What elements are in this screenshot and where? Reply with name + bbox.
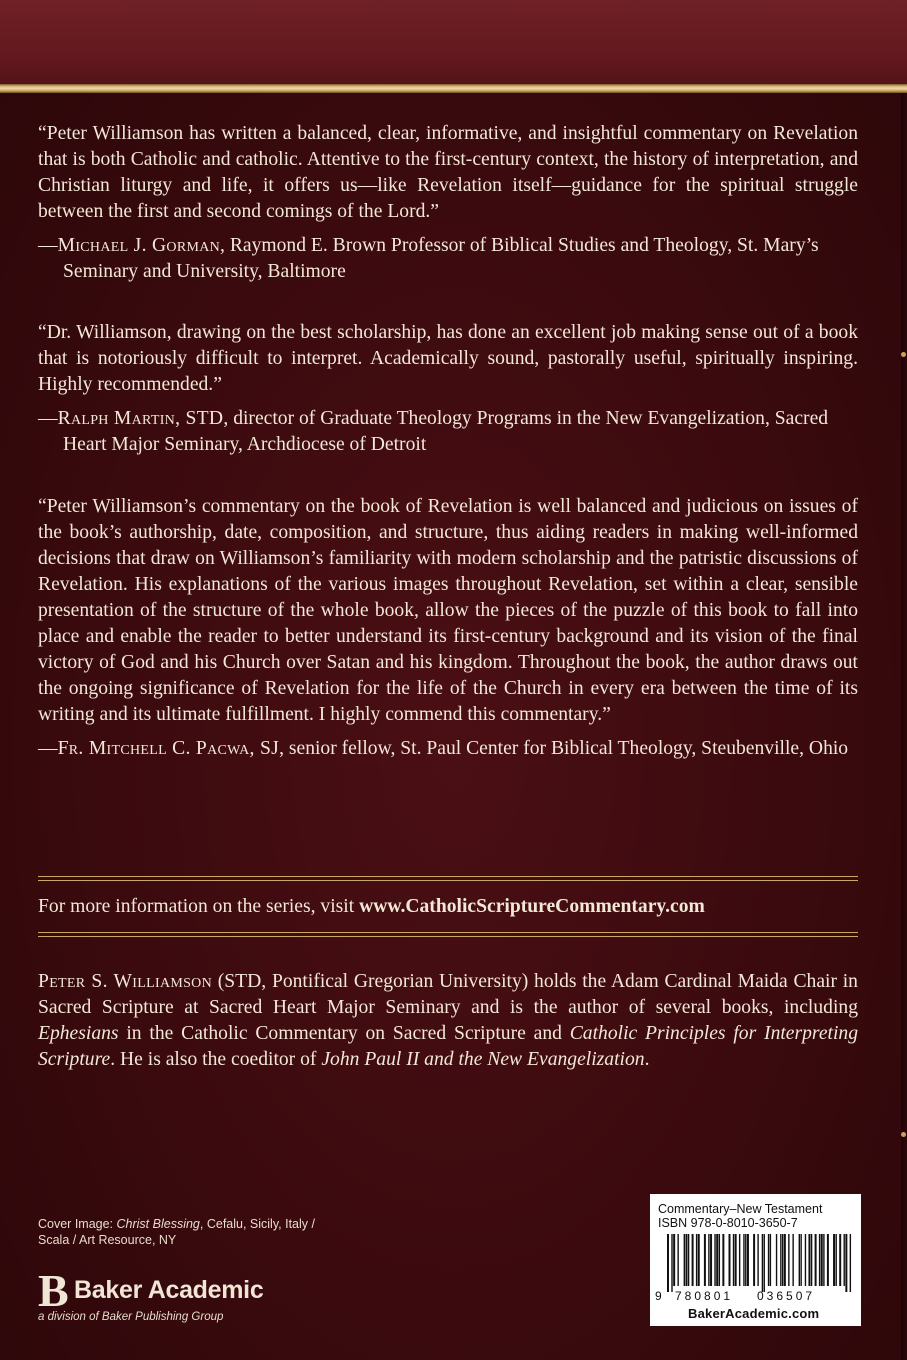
- spine-ornament: [901, 352, 906, 357]
- barcode-bar: [688, 1234, 689, 1286]
- barcode-category: Commentary–New Testament: [658, 1202, 823, 1216]
- barcode-bar: [850, 1234, 851, 1292]
- spine-edge: [901, 93, 907, 1360]
- barcode-bar: [719, 1234, 720, 1286]
- series-info: [38, 894, 858, 920]
- bio-text-part: in the Catholic Commentary on Sacred Scripture and: [118, 1023, 570, 1044]
- bio-text-part: . He is also the coeditor of: [110, 1049, 322, 1070]
- barcode-bar: [762, 1234, 763, 1292]
- barcode-bar: [805, 1234, 806, 1286]
- credit-artwork: Christ Blessing: [116, 1217, 200, 1231]
- barcode-panel: [650, 1194, 861, 1326]
- barcode-digits-left: 780801: [675, 1289, 734, 1303]
- endorser-name: Fr. Mitchell C. Pacwa, SJ: [57, 738, 280, 759]
- barcode-bar: [747, 1234, 749, 1286]
- barcode-bar: [780, 1234, 781, 1286]
- barcode-bar: [800, 1234, 801, 1286]
- barcode-bar: [827, 1234, 829, 1286]
- endorsement-2: [38, 320, 858, 458]
- barcode-isbn: ISBN 978-0-8010-3650-7: [658, 1216, 798, 1230]
- barcode-bar: [671, 1234, 672, 1292]
- barcode-bar: [819, 1234, 820, 1286]
- barcode-digit-lead: 9: [655, 1289, 662, 1303]
- publisher-tagline: a division of Baker Publishing Group: [38, 1311, 224, 1323]
- credit-text: , Cefalu, Sicily, Italy /: [199, 1217, 315, 1231]
- endorsement-attribution: [38, 233, 858, 285]
- barcode-bar: [692, 1234, 694, 1286]
- barcode-bar: [729, 1234, 731, 1286]
- barcode-bar: [716, 1234, 718, 1286]
- barcode-bar: [811, 1234, 812, 1286]
- barcode-bar: [704, 1234, 706, 1286]
- publisher-logo: [38, 1265, 308, 1328]
- barcode-bar: [698, 1234, 700, 1286]
- barcode-bar: [733, 1234, 734, 1286]
- barcode-bar: [833, 1234, 835, 1286]
- endorsement-attribution: [38, 406, 858, 458]
- barcode-bar: [677, 1234, 678, 1286]
- barcode-bar: [722, 1234, 724, 1286]
- endorsement-quote: “Dr. Williamson, drawing on the best scholarship, has done an excellent job making sense out of a book that is notoriously difficult to interpret. Academically sound, pastorally useful, spiritually inspiring. Highly recommended.”: [38, 322, 858, 395]
- top-color-band: [0, 0, 907, 84]
- attribution-dash: —: [38, 738, 58, 759]
- cover-image-credit: [38, 1216, 315, 1248]
- barcode-bar: [788, 1234, 789, 1286]
- barcode-bar: [823, 1234, 824, 1286]
- endorsement-3: [38, 494, 858, 762]
- barcode-bar: [667, 1234, 669, 1292]
- attribution-dash: —: [38, 408, 58, 429]
- book-title: John Paul II and the New Evangelization: [321, 1049, 645, 1070]
- barcode-bar: [808, 1234, 810, 1286]
- series-website-link[interactable]: www.CatholicScriptureCommentary.com: [359, 896, 705, 917]
- endorser-affiliation: , senior fellow, St. Paul Center for Biblical Theology, Steubenville, Ohio: [279, 738, 849, 759]
- credit-text: Scala / Art Resource, NY: [38, 1233, 177, 1247]
- baker-b-icon: B: [38, 1265, 69, 1316]
- spine-ornament: [901, 1132, 906, 1137]
- barcode-bar: [836, 1234, 837, 1286]
- barcode-bar: [735, 1234, 737, 1286]
- credit-prefix: Cover Image:: [38, 1217, 117, 1231]
- barcode-bar: [673, 1234, 675, 1286]
- author-bio-text: [38, 969, 858, 1073]
- barcode-bar: [757, 1234, 758, 1286]
- barcode-bar: [753, 1234, 755, 1286]
- endorsement-quote: “Peter Williamson has written a balanced, clear, informative, and insightful commentary on Revelation that is both Catholic and catholic. Attentive to the first-century context, the history of interpretation, and Christian liturgy and life, it offers us—like Revelation itself—guidance for the spiritual struggle between the first and second comings of the Lord.”: [38, 123, 858, 222]
- barcode-icon: [655, 1234, 855, 1304]
- barcode-bar: [770, 1234, 771, 1286]
- endorsement-attribution: [38, 736, 858, 762]
- endorser-name: Ralph Martin, STD: [57, 408, 224, 429]
- barcode-bar: [745, 1234, 746, 1286]
- barcode-bar: [708, 1234, 709, 1286]
- publisher-website: BakerAcademic.com: [688, 1306, 820, 1321]
- barcode-bar: [839, 1234, 841, 1286]
- barcode-bar: [815, 1234, 817, 1286]
- barcode-bar: [743, 1234, 744, 1286]
- book-title: Ephesians: [38, 1023, 119, 1044]
- barcode-bar: [799, 1234, 800, 1286]
- barcode-bar: [844, 1234, 845, 1286]
- gold-divider-top: [38, 876, 858, 881]
- endorser-affiliation: , director of Graduate Theology Programs in the New Evangelization, Sacred Heart Major Seminary, Archdiocese of Detroit: [63, 408, 829, 455]
- barcode-digits-right: 036507: [757, 1289, 816, 1303]
- bio-text-part: .: [644, 1049, 650, 1070]
- book-title: Catholic Principles for Interpreting Scripture: [38, 1023, 858, 1070]
- gold-decorative-rule: [0, 84, 907, 93]
- endorsement-quote: “Peter Williamson’s commentary on the book of Revelation is well balanced and judicious on issues of the book’s authorship, date, composition, and structure, thus aiding readers in making well-informed decisions that draw on Williamson’s familiarity with modern scholarship and the patristic discussions of Revelation. His explanations of the various images throughout Revelation, set within a clear, sensible presentation of the structure of the whole book, allow the pieces of the puzzle of this book to fall into place and enable the reader to better understand its first-century background and its vision of the final victory of God and his Church over Satan and his kingdom. Throughout the book, the author draws out the ongoing significance of Revelation for the life of the Church in every era between the time of its writing and its ultimate fulfillment. I highly commend this commentary.”: [38, 496, 858, 725]
- endorsement-1: [38, 121, 858, 285]
- barcode-bar: [776, 1234, 777, 1286]
- author-bio: [38, 969, 858, 1073]
- barcode-bar: [768, 1234, 769, 1286]
- author-name: Peter S. Williamson: [38, 971, 213, 992]
- gold-divider-bottom: [38, 932, 858, 937]
- barcode-bar: [792, 1234, 793, 1286]
- barcode-bar: [684, 1234, 685, 1286]
- endorser-affiliation: , Raymond E. Brown Professor of Biblical Studies and Theology, St. Mary’s Seminary and University, Baltimore: [63, 235, 819, 282]
- series-info-text: For more information on the series, visit: [38, 896, 360, 917]
- series-info-line: [38, 894, 858, 920]
- barcode-bar: [685, 1234, 687, 1286]
- barcode-bar: [714, 1234, 715, 1286]
- barcode-bar: [764, 1234, 765, 1292]
- publisher-name: Baker Academic: [74, 1276, 264, 1304]
- barcode-bar: [784, 1234, 786, 1286]
- barcode-bar: [821, 1234, 823, 1286]
- barcode-bar: [845, 1234, 847, 1292]
- barcode-bar: [710, 1234, 712, 1286]
- attribution-dash: —: [38, 235, 58, 256]
- barcode-bar: [782, 1234, 783, 1286]
- bio-text-part: (STD, Pontifical Gregorian University) holds the Adam Cardinal Maida Chair in Sacred Scripture at Sacred Heart Major Seminary and is the author of several books, including: [38, 971, 858, 1018]
- barcode-bar: [739, 1234, 740, 1286]
- endorser-name: Michael J. Gorman: [57, 235, 221, 256]
- barcode-bar: [696, 1234, 697, 1286]
